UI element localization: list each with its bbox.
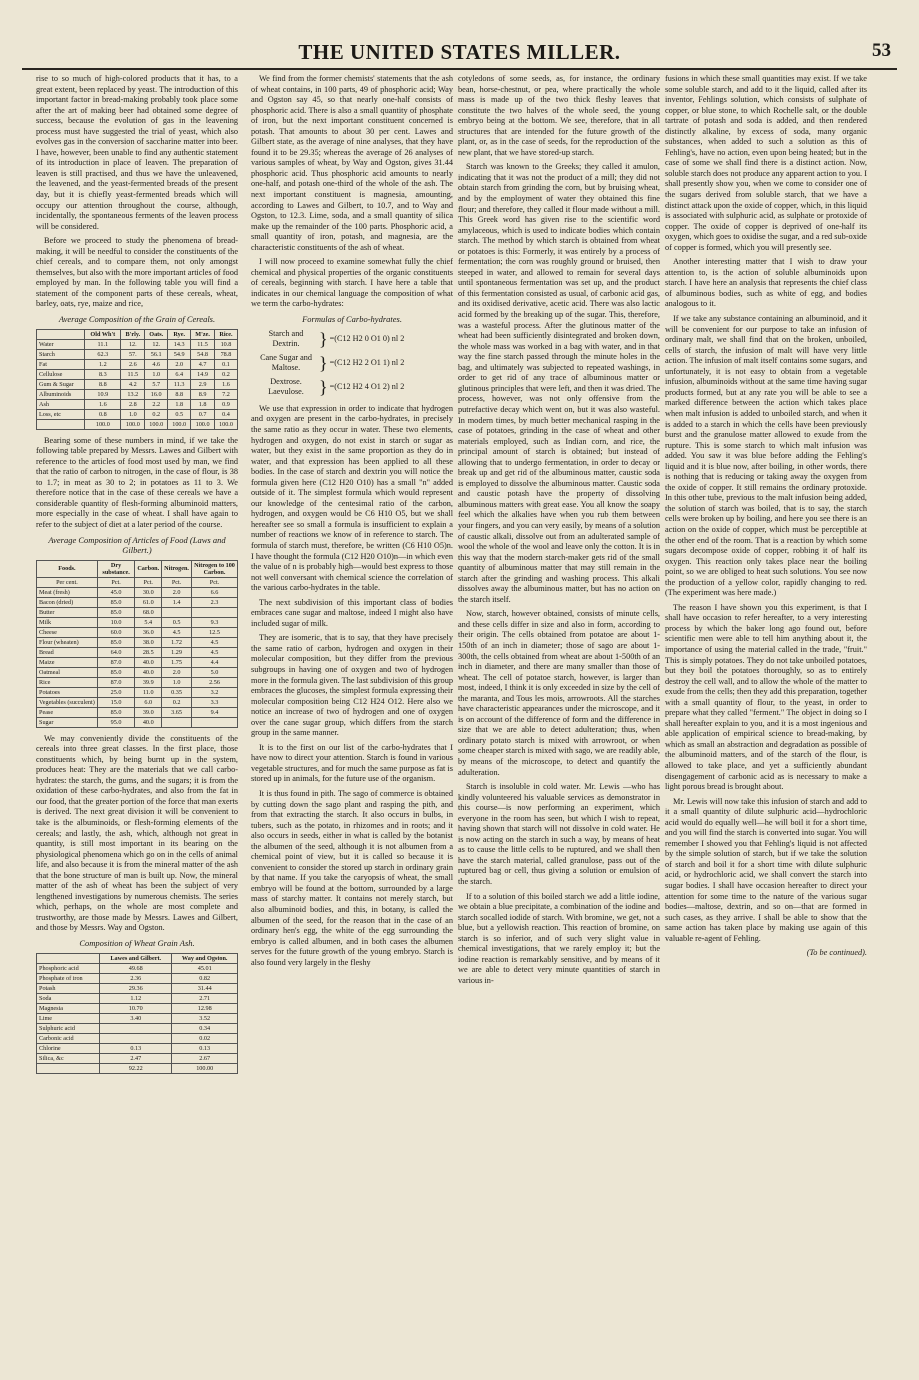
table-cell	[37, 419, 85, 429]
table-cell: 100.0	[145, 419, 168, 429]
table-header-cell	[37, 953, 100, 963]
table-cell: 45.0	[97, 587, 134, 597]
table-cell: 8.8	[168, 389, 191, 399]
paragraph: We find from the former chemists' statements that the ash of wheat contains, in 100 parts, 49 of phosphoric acid; Way and Ogston say 45, so that nearly one-half consists of phosphoric acid. There is also a small quantity of phosphate of iron, but the next important constituent concerned is potash. That amounts to about 30 per cent. Lawes and Gilbert state, as the average of nine analyses, that they have found it to be 29.35; whereas the average of 26 analyses of various samples of wheat, by Way and Ogston, gives 31.44 phosphoric acid. Thus phosphoric acid amounts to nearly one-half, and potash one-third of the whole of the ash. The next important constituent is magnesia, amounting, according to Lawes and Gilbert, to 10.7, and to Way and Ogston, to 12.3. Lime, soda, and a small quantity of silica make up the remainder of the 100 parts. Phosphoric acid, a small quantity of iron, potash, and magnesia, are the characteristic constituents of the ash of wheat.	[251, 74, 453, 252]
table-row	[37, 657, 238, 667]
table-cell: 0.34	[172, 1023, 238, 1033]
table-row	[37, 717, 238, 727]
table-row	[37, 607, 238, 617]
column-2	[251, 74, 453, 1364]
table-header-cell: M'ze.	[191, 329, 215, 339]
table-cell: 6.6	[191, 587, 237, 597]
table-cell: 1.2	[85, 359, 121, 369]
table-cell: 100.0	[214, 419, 237, 429]
table-cell: Bread	[37, 647, 98, 657]
table-cell: 2.36	[100, 973, 172, 983]
table-cell: 87.0	[97, 677, 134, 687]
paragraph: Starch was known to the Greeks; they called it amulon, indicating that it was not the product of a mill; they did not obtain starch from grinding the corn, but by bruising wheat, and by the employment of water they obtained this fine flour; and therefore, they called it flour made without a mill. This Greek word has given rise to the scientific word amylaceous, which is used to indicate bodies which contain starch. The method by which starch is obtained from wheat or potatoes is this: Formerly, it was entirely by a process of fermentation; the corn was roughly ground or bruised, then steeped in water, and allowed to remain for several days until spontaneous fermentation was set up, and the product of this fermentation consisted as usual, of carbonic acid gas, and its oxidised derivative, acetic acid. There was also lactic acid formed by the breaking up of the sugar. This, therefore, was a wasteful process. After the glutinous matter of the wheat had been sufficiently disintegrated and broken down, the whole mass was worked in a bag with water, and in that way the fine starch passed through the minute holes in the bag, and ultimately was subjected to repeated washings, in order to get rid of any trace of albuminous matter or glutinous principles that were left, and then it was dried. The process, however, was not only offensive from the putrefactive decay which went on, but it was also wasteful. In modern times, by much better mechanical rasping in the case of potatoes, grinding in the case of wheat and other materials employed, such as Indian corn, and rice, the principal amount of starch is obtained; but instead of allowing that to undergo fermentation, in order to decay or break up and get rid of the albuminous matter, caustic soda is employed to dissolve the albuminous matter. Caustic soda and caustic potash have the property of dissolving albuminous matters with great ease. You all know the soapy feel which the alkalies have when you rub them between your fingers, and you can very easily, by means of a solution of caustic alkali, dissolve out from an adulterated sample of wool the whole of the wool and leave only the cotton. It is in this way that the modern starch-maker gets rid of the small quantity of albuminous matter that may still remain in the starch after the grinding and washing process. This alkali dissolves away the albuminous matter, but has no action on the starch itself.	[458, 162, 660, 604]
table-header-cell: B'rly.	[121, 329, 145, 339]
table-cell: 49.68	[100, 963, 172, 973]
table-cell: 0.02	[172, 1033, 238, 1043]
table-cell: 2.0	[168, 359, 191, 369]
formula-row	[255, 329, 453, 350]
table-cell: 15.0	[97, 697, 134, 707]
table-row	[37, 617, 238, 627]
paragraph: fusions in which these small quantities may exist. If we take some soluble starch, and add to it the liquid, called after its inventor, Fehlings solution, which consists of sulphate of copper, or blue stone, to which Rochelle salt, or the double tartrate of potash and soda is added, and then rendered distinctly alkaline, by excess of soda, many organic substances, when added to such a solution as this of Fehling's, have no action, even upon being heated; but in the case of some we shall find there is a distinct action. Now, soluble starch does not produce any apparent action to you. I shall presently show you, when we come to consider one of the sugars derived from soluble starch, that we have a distinct attack upon the oxide of copper, which, in this liquid is associated with sulphuric acid, as sulphate or protoxide of copper. The oxide of copper is deprived of one-half its oxygen, which goes to oxidise the sugar, and a red sub-oxide of copper is formed, which you will presently see.	[665, 74, 867, 252]
table-cell: 100.0	[191, 419, 215, 429]
table-cell: 0.13	[100, 1043, 172, 1053]
table-cell: Rice	[37, 677, 98, 687]
formula-name: Cane Sugar and Maltose.	[260, 352, 312, 373]
table-cell: 2.2	[145, 399, 168, 409]
table-header-cell: Rye.	[168, 329, 191, 339]
table-cell: 4.2	[121, 379, 145, 389]
table-cell: Lime	[37, 1013, 100, 1023]
table-cell: 60.0	[97, 627, 134, 637]
table-row	[37, 379, 238, 389]
table-header-cell: Lawes and Gilbert.	[100, 953, 172, 963]
paragraph: We use that expression in order to indicate that hydrogen and oxygen are present in the carbo-hydrates, in precisely the same ratio as they occur in water. These two elements, hydrogen and oxygen, do not exist in starch or sugar as water, but they exist in the same proportion as they do in water, and that expression has been applied to all these bodies. In the case of starch and dextrin you will notice the formula given here (C12 H20 O10) has a small "n" added outside of it. The simplest formula which would represent our knowledge of the centesimal ratio of the carbon, hydrogen, and oxygen would be C6 H10 O5, but we shall hereafter see so small a formula is insufficient to explain a number of reactions we know of in reference to starch. The formula of starch must, therefore, be written (C6 H10 O5)n. I have thought the formula (C12 H20 O10)n—in which even the value of n is probably high—would best express to those not well conversant with chemical science the correlation of the various carbo-hydrates in the table.	[251, 403, 453, 593]
table-cell: Ash	[37, 399, 85, 409]
table-cell: 2.6	[121, 359, 145, 369]
table-cell: 2.3	[191, 597, 237, 607]
table-cell: 6.4	[168, 369, 191, 379]
table-cell: Pease	[37, 707, 98, 717]
table-cell: 11.0	[135, 687, 162, 697]
table-cell: Carbonic acid	[37, 1033, 100, 1043]
table-cell: 1.8	[168, 399, 191, 409]
table-cell: 0.1	[214, 359, 237, 369]
table-cell: 3.2	[191, 687, 237, 697]
table-cell: 16.0	[145, 389, 168, 399]
table-cell: 92.22	[100, 1063, 172, 1073]
table-cell: 2.71	[172, 993, 238, 1003]
table-cell: 2.8	[121, 399, 145, 409]
formula-expression: =(C12 H2 0 O1 0) nl 2	[329, 333, 405, 343]
table-cell: Water	[37, 339, 85, 349]
table-cell: 31.44	[172, 983, 238, 993]
table-cell: 12.98	[172, 1003, 238, 1013]
table-cell: Chlorine	[37, 1043, 100, 1053]
formula-name: Dextrose. Laevulose.	[268, 376, 304, 397]
table-header-cell: Carbon.	[135, 560, 162, 577]
table-cell: 28.5	[135, 647, 162, 657]
table-cell: Silica, &c	[37, 1053, 100, 1063]
table-cell: 85.0	[97, 707, 134, 717]
table-cell	[191, 717, 237, 727]
table-cell: Gum & Sugar	[37, 379, 85, 389]
table-cell: 4.4	[191, 657, 237, 667]
table-cell: 1.29	[162, 647, 192, 657]
table-row	[37, 349, 238, 359]
cereals-composition-table	[36, 329, 238, 430]
table-cell: 56.1	[145, 349, 168, 359]
table-cell: 1.75	[162, 657, 192, 667]
table-row	[37, 993, 238, 1003]
header-rule	[22, 68, 897, 70]
column-3	[458, 74, 660, 1364]
table-cell: 12.5	[191, 627, 237, 637]
table-cell: 2.47	[100, 1053, 172, 1063]
column-1	[36, 74, 238, 1364]
table-cell: Albuminoids	[37, 389, 85, 399]
table-cell: 25.0	[97, 687, 134, 697]
table-row	[37, 637, 238, 647]
table-cell: 4.5	[191, 647, 237, 657]
table-row	[37, 1003, 238, 1013]
table-cell: 9.4	[191, 707, 237, 717]
table-cell: 1.8	[191, 399, 215, 409]
table-cell: 0.13	[172, 1043, 238, 1053]
table-header-cell: Way and Ogston.	[172, 953, 238, 963]
table-row	[37, 973, 238, 983]
table-cell: 54.8	[191, 349, 215, 359]
table-cell: Cellulose	[37, 369, 85, 379]
table-title: Composition of Wheat Grain Ash.	[79, 937, 195, 948]
table-cell: 2.56	[191, 677, 237, 687]
table-header-cell: Oats.	[145, 329, 168, 339]
table-cell	[100, 1033, 172, 1043]
wheat-ash-table	[36, 953, 238, 1074]
formula-expression: =(C12 H2 2 O1 1) nl 2	[329, 357, 405, 367]
table-cell: 2.0	[162, 587, 192, 597]
paragraph: Now, starch, however obtained, consists of minute cells, and these cells differ in size and also in form, according to their origin. The cells obtained from potatoe are about 1-150th of an inch in diameter; those of sago are about 1-300th, the cells obtained from wheat are about 1-500th of an inch in diameter, and there are many smaller than those of wheat. The cell of potatoe starch, however, is larger than most, indeed, I think it is only exceeded in size by the cell of the maranta, and Tous les mois, arrowroots. All the starches have characteristic appearances under the microscope, and it is on account of the difference of form and the difference in size that we are able to detect adulteration; thus, when ordinary potato starch is mixed with arrowroot, or when some cheaper starch is mixed with sago, we are readily able, by means of the microscope, to detect and quantify the adulteration.	[458, 609, 660, 777]
table-cell: 38.0	[135, 637, 162, 647]
formula-row	[255, 353, 453, 374]
table-cell: 4.6	[145, 359, 168, 369]
table-cell	[162, 717, 192, 727]
paragraph: The reason I have shown you this experiment, is that I shall have occasion to refer hereafter, to a very interesting process by which the baker long ago found out, before scientific men were able to tell him anything about it, the importance of using the material called in the trade, "fruit." This is simply potatoes. They do not take unboiled potatoes, but they boil the potatoes thoroughly, so as to entirely destroy the cell wall, and to allow the whole of the matter to exude from the cells; then they add this preparation, together with a small quantity of flour, to the yeast, in order to prepare what they called "ferment." The object in doing so I shall hereafter explain to you, and it is a most ingenious and able application of empirical science to bread-making, by which as small an abstraction and degradation as possible of the albuminoid matters, and of the starch of the flour, is allowed to take place, and yet a sufficiently abundant disengagement of carbonic acid as is necessary to make a light porous bread is brought about.	[665, 602, 867, 792]
table-cell: 30.0	[135, 587, 162, 597]
table-cell: 8.8	[85, 379, 121, 389]
table-cell	[37, 1063, 100, 1073]
table-row	[37, 399, 238, 409]
table-header-cell: Old Wh't	[85, 329, 121, 339]
table-cell: 3.65	[162, 707, 192, 717]
table-cell: 10.9	[85, 389, 121, 399]
table-cell: 10.8	[214, 339, 237, 349]
table-cell: Magnesia	[37, 1003, 100, 1013]
formula-row	[255, 377, 453, 398]
table-cell: 0.2	[162, 697, 192, 707]
table-row	[37, 983, 238, 993]
page-header	[0, 40, 919, 70]
table-cell: 5.0	[191, 667, 237, 677]
table-cell: 1.0	[162, 677, 192, 687]
table-row	[37, 627, 238, 637]
table-cell: 1.6	[85, 399, 121, 409]
table-cell: 4.5	[162, 627, 192, 637]
table-header-cell: Foods.	[37, 560, 98, 577]
table-cell: 5.4	[135, 617, 162, 627]
paragraph: rise to so much of high-colored products that it has, to a great extent, been replaced by yeast. The introduction of this important factor in bread-making probably took place some after the art of making beer had obtained some degree of success, because the evolution of gas in the leavening process must have suggested the trial of yeast, which also evolves gas in the conversion of saccharine matter into beer. I have, however, been unable to find any authentic statement of its introduction in place of leaven. The preparation of leaven is still practised, and thus we have the unleavened, the leavened, and the yeast-fermented breads of the present day, but it is chiefly yeast-fermented breads which will occupy our attention throughout the course, although, incidentally, the spontaneous ferments of the leaven process will be considered.	[36, 74, 238, 231]
table-cell: 1.6	[214, 379, 237, 389]
table-cell: 78.8	[214, 349, 237, 359]
table-cell	[191, 607, 237, 617]
table-cell: 2.9	[191, 379, 215, 389]
table-cell: 12.	[145, 339, 168, 349]
table-cell: 4.5	[191, 637, 237, 647]
table-cell: Meat (fresh)	[37, 587, 98, 597]
column-4	[665, 74, 867, 1364]
paragraph: It is to the first on our list of the carbo-hydrates that I have now to direct your attention. Starch is found in various vegetable structures, and for much the same purpose as fat is stored up in animals, for the future use of the organism.	[251, 742, 453, 784]
table-cell: 39.9	[135, 677, 162, 687]
table-cell: 85.0	[97, 597, 134, 607]
table-cell: 14.9	[191, 369, 215, 379]
table-cell: Maize	[37, 657, 98, 667]
table-row	[37, 389, 238, 399]
paragraph: If we take any substance containing an albuminoid, and it will be convenient for our purpose to take an infusion of ordinary malt, we shall find that on the broken, unboiled, cells of starch, the infusion of malt will have very little action. The infusion of malt itself contains some sugars, and unfortunately, it is not easy to obtain from a vegetable infusion, albuminoids without at the same time having sugar products formed, but at any rate you will be able to see a marked difference between the action which takes place when malt infusion is added to unboiled starch, and when it is added to a starch in which the cells have been previously burst and the granulose matter allowed to exude from the rupture. This is some starch to which malt infusion was added. You saw it was blue before adding the Fehling's liquid and it is blue now, after boiling, in other words, there is nothing that is reducing or taking away the oxygen from the oxide of copper. It still remains the ordinary protoxide. In this other tube, previous to the malt infusion being added, the solution of starch was boiled, that is to say, the starch cells were broken up by boiling, and here you see there is an action on the oxide of copper, which must be perceptible at the other end of the room. That is a reaction by which some sugars decompose oxide of copper, robbing it of half its oxygen. This reaction only takes place near the boiling point, so we are obliged to heat such solutions. You see now the production of a yellow color, rapidly changing to red. (The experiment was here made.)	[665, 314, 867, 598]
paragraph: Bearing some of these numbers in mind, if we take the following table prepared by Messrs. Lawes and Gilbert with reference to the articles of food most used by man, we find that the ratio of carbon to nitrogen, in the case of flour, is 38 to 1.7; in meat as 30 to 2; in potatoes as 11 to 3. We therefore notice that in the case of these cereals we have a considerable quantity of flesh-forming albuminoid matters, more especially in the case of wheat. I shall have again to refer to the subject of diet at a later period of the course.	[36, 435, 238, 529]
table-cell: Milk	[37, 617, 98, 627]
table-cell: Soda	[37, 993, 100, 1003]
table-cell: Fat	[37, 359, 85, 369]
table-cell: Sugar	[37, 717, 98, 727]
table-cell: 5.7	[145, 379, 168, 389]
table-cell: 64.0	[97, 647, 134, 657]
table-title: Average Composition of Articles of Food (Laws and Gilbert.)	[48, 534, 226, 556]
table-cell: 7.2	[214, 389, 237, 399]
table-cell: 1.0	[121, 409, 145, 419]
formula-title: Formulas of Carbo-hydrates.	[302, 314, 402, 325]
paragraph: If to a solution of this boiled starch we add a little iodine, we obtain a blue precipitate, a combination of the iodine and starch socalled iodide of starch. With bromine, we get, not a blue, but a yellowish reaction. This reaction of bromine, on starch is so inferior, and of such very slight value in chemical investigations, that we rarely employ it; but the iodine reaction is remarkably sensitive, and by means of it we are able to detect very minute quantities of starch in various in-	[458, 891, 660, 985]
table-cell: 57.	[121, 349, 145, 359]
table-cell: 13.2	[121, 389, 145, 399]
table-row	[37, 677, 238, 687]
paragraph: I will now proceed to examine somewhat fully the chief chemical and physical properties of the organic constituents of cereals, beginning with starch. I have here a table that indicates in our chemical language the composition of what we term the carbo-hydrates:	[251, 257, 453, 309]
table-row	[37, 409, 238, 419]
to-be-continued: (To be continued).	[806, 948, 867, 958]
table-row	[37, 667, 238, 677]
table-cell: 0.82	[172, 973, 238, 983]
table-cell: 3.52	[172, 1013, 238, 1023]
table-row	[37, 359, 238, 369]
table-cell: Loss, etc	[37, 409, 85, 419]
table-cell: Pct.	[162, 577, 192, 587]
table-cell: 2.0	[162, 667, 192, 677]
table-cell: 4.7	[191, 359, 215, 369]
table-row	[37, 369, 238, 379]
table-cell: 87.0	[97, 657, 134, 667]
table-cell: 100.0	[85, 419, 121, 429]
table-cell: 0.2	[214, 369, 237, 379]
paragraph: It is thus found in pith. The sago of commerce is obtained by cutting down the sago plant and rasping the pith, and from that extracting the starch. It also occurs in bulbs, in tubers, such as the potato, in rhizomes and in roots; and it also occurs in seeds, either in what is called by the botanist the albumen of the seed, although it is not albumen from a chemical point of view, but it is called so because it is convenient to consider the stored up starch in ordinary grain by that name. If you take the caryopsis of wheat, the small embryo will be found at the bottom, surrounded by a large mass of starchy matter. It contains not merely starch, but also albuminoid bodies, and this, in botany, is called the albumen of the seed, for the reason that in the case of an ordinary hen's egg, the white of the egg surrounding the embryo is called albumen, and in both cases the albumen serves for the future growth of the young embryo. Starch is also found very largely in the fleshy	[251, 789, 453, 967]
table-cell: 54.9	[168, 349, 191, 359]
table-row	[37, 1033, 238, 1043]
table-cell: 0.5	[162, 617, 192, 627]
table-cell: 0.8	[85, 409, 121, 419]
table-cell: 61.0	[135, 597, 162, 607]
paragraph: cotyledons of some seeds, as, for instance, the ordinary bean, horse-chestnut, or pea, where practically the whole mass is made up of the two thick fleshy leaves that constitute the two halves of the whole seed, the young embryo being at the bottom. We see, therefore, that in all structures that are intended for the future growth of the plant, or, as in the case of seeds, for the reproduction of the new plant, that we have stored-up starch.	[458, 74, 660, 157]
formula-block	[255, 329, 453, 398]
table-header-cell: Dry substance.	[97, 560, 134, 577]
page-number: 53	[872, 40, 891, 61]
table-row	[37, 647, 238, 657]
table-row	[37, 339, 238, 349]
paragraph: They are isomeric, that is to say, that they have precisely the same ratio of carbon, hydrogen and oxygen in their molecular composition, but they differ from the previous subgroups in having one of oxygen and two of hydrogen more in the formula given. The last subdivision of this group embraces the glucoses, the simplest formula expressing their molecular composition being C12 H24 O12. Here also we notice an increase of two of hydrogen and one of oxygen over the cane sugar group, which differs from the starch group in the same manner.	[251, 633, 453, 738]
table-cell: 45.01	[172, 963, 238, 973]
table-cell: 68.0	[135, 607, 162, 617]
table-cell: 0.5	[168, 409, 191, 419]
table-cell: 0.35	[162, 687, 192, 697]
paragraph: Starch is insoluble in cold water. Mr. Lewis —who has kindly volunteered his valuable services as demonstrator in this course—is now performing an experiment, which everyone in the room has seen, but which I wish to repeat, having shown that starch will not dissolve in cold water. He is now acting on the starch in such a way, by means of heat as to cause the little cells to be ruptured, and we shall then have the starch material, called granulose, pass out of the ruptured bag or cell, thus giving a solution or emulsion of the starch.	[458, 782, 660, 887]
table-cell: 100.0	[168, 419, 191, 429]
table-cell: Starch	[37, 349, 85, 359]
table-cell: 12.	[121, 339, 145, 349]
formula-name: Starch and Dextrin.	[268, 328, 304, 349]
table-cell: Pct.	[135, 577, 162, 587]
table-cell: 1.0	[145, 369, 168, 379]
table-cell: 8.9	[191, 389, 215, 399]
table-cell: Flour (wheaten)	[37, 637, 98, 647]
table-row	[37, 1043, 238, 1053]
table-cell: 39.0	[135, 707, 162, 717]
table-header-cell: Nitrogen to 100 Carbon.	[191, 560, 237, 577]
table-row	[37, 587, 238, 597]
table-cell: 100.00	[172, 1063, 238, 1073]
table-cell: 85.0	[97, 607, 134, 617]
paragraph: Mr. Lewis will now take this infusion of starch and add to it a small quantity of dilute sulphuric acid—hydrochloric acid would do equally well—he will boil it for a short time, and you will find the starch is converted into sugar. You will remember I showed you that Fehling's liquid is not affected by the simple solution of starch, but if we take the solution of starch and boil it for a short time with dilute sulphuric acid, or hydrochloric acid, we shall convert the starch into sugar bodies. I shall have occasion hereafter to direct your attention for some time to the nature of the various sugar bodies—maltose, dextrin, and so on—that are formed in such cases, as they arrive. I shall be able to show that the same action has taken place by making use again of this valuable re-agent of Fehling.	[665, 796, 867, 943]
table-row	[37, 1023, 238, 1033]
table-header-cell	[37, 329, 85, 339]
table-cell: 0.4	[214, 409, 237, 419]
paragraph: Another interesting matter that I wish to draw your attention to, is the action of soluble albuminoids upon starch. I have here an analysis that represents the chief class of albuminous bodies, such as white of egg, and bodies analogous to it.	[665, 257, 867, 309]
table-row	[37, 687, 238, 697]
formula-expression: =(C12 H2 4 O1 2) nl 2	[329, 382, 405, 392]
table-cell	[100, 1023, 172, 1033]
table-cell: 10.0	[97, 617, 134, 627]
table-row	[37, 707, 238, 717]
table-header-cell: Nitrogen.	[162, 560, 192, 577]
table-cell: 62.3	[85, 349, 121, 359]
table-row	[37, 1063, 238, 1073]
table-header-cell: Rice.	[214, 329, 237, 339]
paragraph: We may conveniently divide the constituents of the cereals into three great classes. In the first place, those constituents which, by being burnt up in the system, produces heat: They are the materials that we call carbo-hydrates: the starch, the gums, and the sugars; it is from the oxidation of these carbo-hydrates, and also from the fat in our food, that the greater portion of the force that man exerts is derived. The next great division it will be convenient to take is the albuminoids, or flesh-forming elements of the cereals; and lastly, the ash, which, although not great in quantity, is still most important in its bearing on the physiological phenomena which go on in the cells of animal life, and also because it is from the mineral matter of the ash that the bone structure of man is built up. Now, the mineral matter of the ash of wheat has been the subject of very lengthened investigations by numerous chemists. The series which, perhaps, on the whole are most complete and trustworthy, are those made by Messrs. Lawes and Gilbert, and those by Messrs. Way and Ogston.	[36, 733, 238, 933]
table-cell: 0.9	[214, 399, 237, 409]
brace: }	[319, 353, 328, 374]
table-cell: 2.67	[172, 1053, 238, 1063]
table-cell: Butter	[37, 607, 98, 617]
table-cell: Pct.	[191, 577, 237, 587]
table-cell: Phosphate of iron	[37, 973, 100, 983]
paragraph: The next subdivision of this important class of bodies embraces cane sugar and maltose, indeed I might also have included sugar of milk.	[251, 597, 453, 628]
table-cell: Vegetables (succulent)	[37, 697, 98, 707]
table-cell: 11.5	[191, 339, 215, 349]
table-cell: 10.70	[100, 1003, 172, 1013]
table-cell: 3.40	[100, 1013, 172, 1023]
table-row	[37, 963, 238, 973]
table-cell: 14.3	[168, 339, 191, 349]
table-cell: Bacon (dried)	[37, 597, 98, 607]
table-cell: Pct.	[97, 577, 134, 587]
masthead: THE UNITED STATES MILLER.	[298, 40, 621, 64]
brace: }	[319, 377, 328, 398]
table-row	[37, 1013, 238, 1023]
table-cell: 6.0	[135, 697, 162, 707]
table-cell: 9.3	[191, 617, 237, 627]
table-row	[37, 597, 238, 607]
table-cell: Per cent.	[37, 577, 98, 587]
table-cell: 11.1	[85, 339, 121, 349]
table-cell: 0.2	[145, 409, 168, 419]
table-cell: Cheese	[37, 627, 98, 637]
table-row	[37, 697, 238, 707]
table-cell: Oatmeal	[37, 667, 98, 677]
table-cell: Potatoes	[37, 687, 98, 697]
paragraph: Before we proceed to study the phenomena of bread-making, it will be needful to consider the constituents of the chief cereals, and to compare them, not only amongst themselves, but also with the more important articles of food employed by man. In the following table you will find a statement of the component parts of these cereals, wheat, barley, oats, rye, maize and rice,	[36, 236, 238, 309]
brace: }	[319, 329, 328, 350]
table-cell: 1.4	[162, 597, 192, 607]
table-cell: 1.72	[162, 637, 192, 647]
table-cell: 29.36	[100, 983, 172, 993]
table-cell: 95.0	[97, 717, 134, 727]
table-cell: 0.7	[191, 409, 215, 419]
table-cell	[162, 607, 192, 617]
table-cell: 40.0	[135, 657, 162, 667]
food-composition-table	[36, 560, 238, 728]
table-cell: 40.0	[135, 667, 162, 677]
table-cell: 85.0	[97, 667, 134, 677]
table-cell: 8.3	[85, 369, 121, 379]
table-cell: 1.12	[100, 993, 172, 1003]
table-cell: 11.5	[121, 369, 145, 379]
table-cell: 11.3	[168, 379, 191, 389]
table-cell: 100.0	[121, 419, 145, 429]
table-cell: 85.0	[97, 637, 134, 647]
table-cell: Potash	[37, 983, 100, 993]
table-cell: Phosphoric acid	[37, 963, 100, 973]
table-row	[37, 419, 238, 429]
table-cell: 36.0	[135, 627, 162, 637]
table-cell: 40.0	[135, 717, 162, 727]
table-row	[37, 1053, 238, 1063]
table-title: Average Composition of the Grain of Cereals.	[58, 314, 216, 325]
table-cell: Sulphuric acid	[37, 1023, 100, 1033]
table-cell: 3.3	[191, 697, 237, 707]
